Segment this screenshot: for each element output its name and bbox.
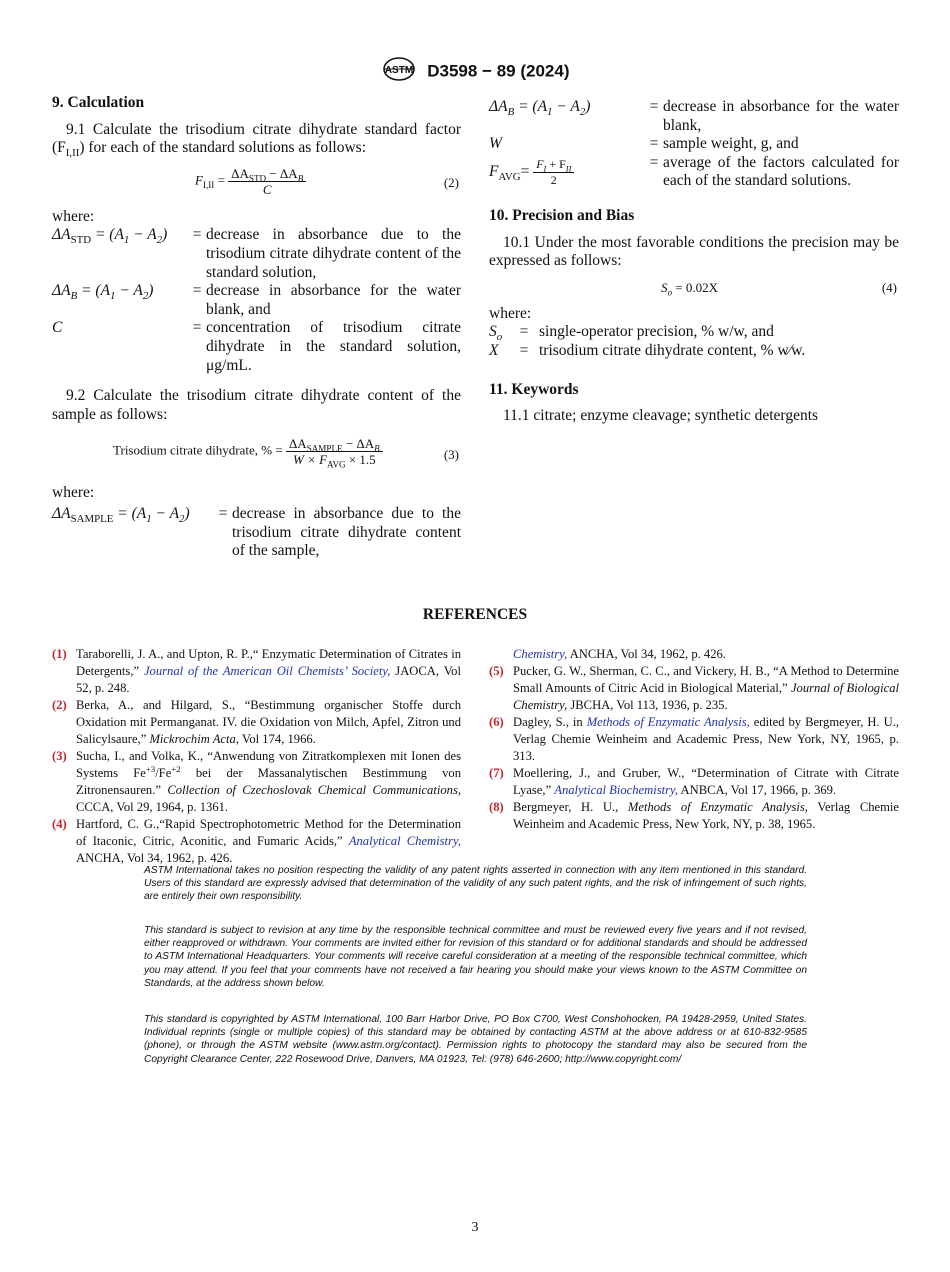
definitions-list bbox=[52, 505, 461, 561]
definition-row: $\Delta A_B = (A_1 - A_2)$ = decrease in absorbance for the water blank, bbox=[489, 98, 899, 134]
equation-number: (2) bbox=[443, 174, 459, 190]
definition-row: X = trisodium citrate dihydrate content, % w⁄w. bbox=[489, 341, 806, 359]
references-heading: REFERENCES bbox=[422, 606, 528, 623]
reference-link[interactable]: Methods of Enzymatic Analysis, bbox=[586, 715, 750, 729]
reference-link[interactable]: Chemistry, bbox=[513, 647, 568, 661]
revision-notice: This standard is subject to revision at any time by the responsible technical committee and must be reviewed every five years and if not revised, either reapproved or withdrawn. Your comments are invited either for revision of this standard or for additional standards and should be addressed to ASTM International Headquarters. Your comments will receive careful consideration at a meeting of the responsible technical committee, which you may attend. If you feel that your comments have not received a fair hearing you should make your views known to the ASTM Committee on Standards, at the address shown below. bbox=[144, 925, 807, 989]
reference-item: (4) Hartford, C. G.,“Rapid Spectrophotometric Method for the Determination of Itaconic, Citric, Aconitic, and Fumaric Acids,” Analytical Chemistry, ANCHA, Vol 34, 1962, p. 426. bbox=[52, 817, 461, 865]
equation-2: $F_{I,II}$ = $\frac{\Delta A_{STD} - \Delta A_B}{C}$ (2) bbox=[195, 165, 459, 197]
definitions-list bbox=[52, 226, 461, 375]
definition-row: $S_o$ = single-operator precision, % w/w, and bbox=[489, 323, 774, 344]
equation-3: Trisodium citrate dihydrate, % = $\frac{\Delta A_{SAMPLE} - \Delta A_B}{W \times F_{AVG} \times 1.5}$ (3) bbox=[113, 436, 459, 470]
equation-number: (4) bbox=[881, 279, 897, 295]
patent-notice: ASTM International takes no position respecting the validity of any patent rights asserted in connection with any item mentioned in this standard. Users of this standard are expressly advised that determination of the validity of any such patent rights, and the risk of infringement of such rights, are entirely their own responsibility. bbox=[144, 865, 807, 903]
definition-row: $\Delta A_{SAMPLE} = (A_1 - A_2)$ = decrease in absorbance due to the trisodium citrate dihydrate content of the sample, bbox=[52, 504, 461, 560]
reference-item: (1) Taraborelli, J. A., and Upton, R. P.,“ Enzymatic Determination of Citrates in Detergents,” Journal of the American Oil Chemists’ Society, JAOCA, Vol 52, p. 248. bbox=[52, 647, 461, 695]
reference-item: (5) Pucker, G. W., Sherman, C. C., and Vickery, H. B., “A Method to Determine Small Amounts of Citric Acid in Biological Material,” Journal of Biological Chemistry, JBCHA, Vol 113, 1936, p. 235. bbox=[489, 664, 899, 712]
reference-item: (8) Bergmeyer, H. U., Methods of Enzymatic Analysis, Verlag Chemie Weinheim and Academic Press, New York, NY, p. 38, 1965. bbox=[489, 800, 900, 831]
where-label: where: bbox=[52, 207, 95, 225]
right-column bbox=[489, 98, 899, 426]
definitions-list bbox=[489, 323, 805, 360]
definition-row: C = concentration of trisodium citrate dihydrate in the standard solution, μg/mL. bbox=[52, 319, 461, 374]
references-right bbox=[489, 646, 899, 833]
references-left bbox=[52, 646, 461, 865]
where-label: where: bbox=[52, 484, 95, 502]
svg-text:ASTM: ASTM bbox=[384, 65, 413, 76]
equation-4: $S_o = 0.02X$ (4) bbox=[661, 279, 897, 298]
page-header bbox=[0, 56, 950, 87]
where-label: where: bbox=[489, 304, 532, 322]
section-9-heading: 9. Calculation bbox=[52, 94, 145, 111]
paragraph-11-1: 11.1 citrate; enzyme cleavage; synthetic detergents bbox=[503, 407, 819, 425]
definition-row: $\Delta A_{STD} = (A_1 - A_2)$ = decrease in absorbance due to the trisodium citrate dihydrate content of the standard solution, bbox=[52, 226, 461, 281]
reference-item: (6) Dagley, S., in Methods of Enzymatic Analysis, edited by Bergmeyer, H. U., Verlag Chemie Weinheim and Academic Press, New York, NY, 1965, p. 313. bbox=[489, 715, 899, 763]
copyright-notice: This standard is copyrighted by ASTM International, 100 Barr Harbor Drive, PO Box C700, West Conshohocken, PA 19428-2959, United States. Individual reprints (single or multiple copies) of this standard may be obtained by contacting ASTM at the above address or at 610-832-9585 (phone), or through the ASTM website (www.astm.org/contact). Permission rights to photocopy the standard may also be secured from the Copyright Clearance Center, 222 Rosewood Drive, Danvers, MA 01923, Tel: (978) 646-2600; http://www.copyright.com/ bbox=[144, 1014, 807, 1065]
equation-number: (3) bbox=[443, 447, 459, 463]
page-number: 3 bbox=[471, 1220, 479, 1235]
definitions-list bbox=[489, 98, 899, 191]
reference-link[interactable]: Analytical Chemistry, bbox=[348, 834, 461, 848]
reference-continuation: Chemistry, ANCHA, Vol 34, 1962, p. 426. bbox=[513, 647, 726, 661]
reference-item: (3) Sucha, I., and Volka, K., “Anwendung von Zitratkomplexen mit Ionen des Systems $Fe^{+3}/Fe^{+2}$ bei der Massanalytischen Bestimmung von Zitronensauren.” Collection of Czechoslovak Chemical Communications, CCCA, Vol 29, 1964, p. 1361. bbox=[52, 749, 461, 814]
reference-link[interactable]: Analytical Biochemistry, bbox=[554, 783, 679, 797]
paragraph-10-1: 10.1 Under the most favorable conditions the precision may be expressed as follows: bbox=[489, 233, 899, 270]
paragraph-9-2: 9.2 Calculate the trisodium citrate dihydrate content of the sample as follows: bbox=[52, 387, 461, 423]
reference-item: (7) Moellering, J., and Gruber, W., “Determination of Citrate with Citrate Lyase,” Analytical Biochemistry, ANBCA, Vol 17, 1966, p. 369. bbox=[489, 766, 899, 797]
section-10-heading: 10. Precision and Bias bbox=[489, 206, 635, 224]
definition-row: W = sample weight, g, and bbox=[489, 135, 799, 153]
reference-link[interactable]: Journal of the American Oil Chemists’ Society, bbox=[143, 664, 391, 678]
standard-designation: D3598 − 89 (2024) bbox=[427, 61, 570, 81]
section-11-heading: 11. Keywords bbox=[489, 380, 579, 398]
definition-row: $\Delta A_B = (A_1 - A_2)$ = decrease in absorbance for the water blank, and bbox=[52, 282, 461, 318]
reference-item: (2) Berka, A., and Hilgard, S., “Bestimmung organischer Stoffe durch Oxidation mit Permanganat. IV. die Oxidation von Milch, Apfel, Zitron und Salicylsaure,” Mickrochim Acta, Vol 174, 1966. bbox=[52, 698, 461, 746]
paragraph-9-1: 9.1 Calculate the trisodium citrate dihydrate standard factor $(F_{I,II})$ for each of the standard solutions as follows: bbox=[52, 120, 461, 160]
astm-logo-icon bbox=[381, 56, 417, 87]
definition-row: $F_{AVG}=$ $\frac{F_I + F_{II}}{2}$ = average of the factors calculated for each of the standard solutions. bbox=[489, 153, 899, 190]
left-column bbox=[52, 94, 461, 561]
